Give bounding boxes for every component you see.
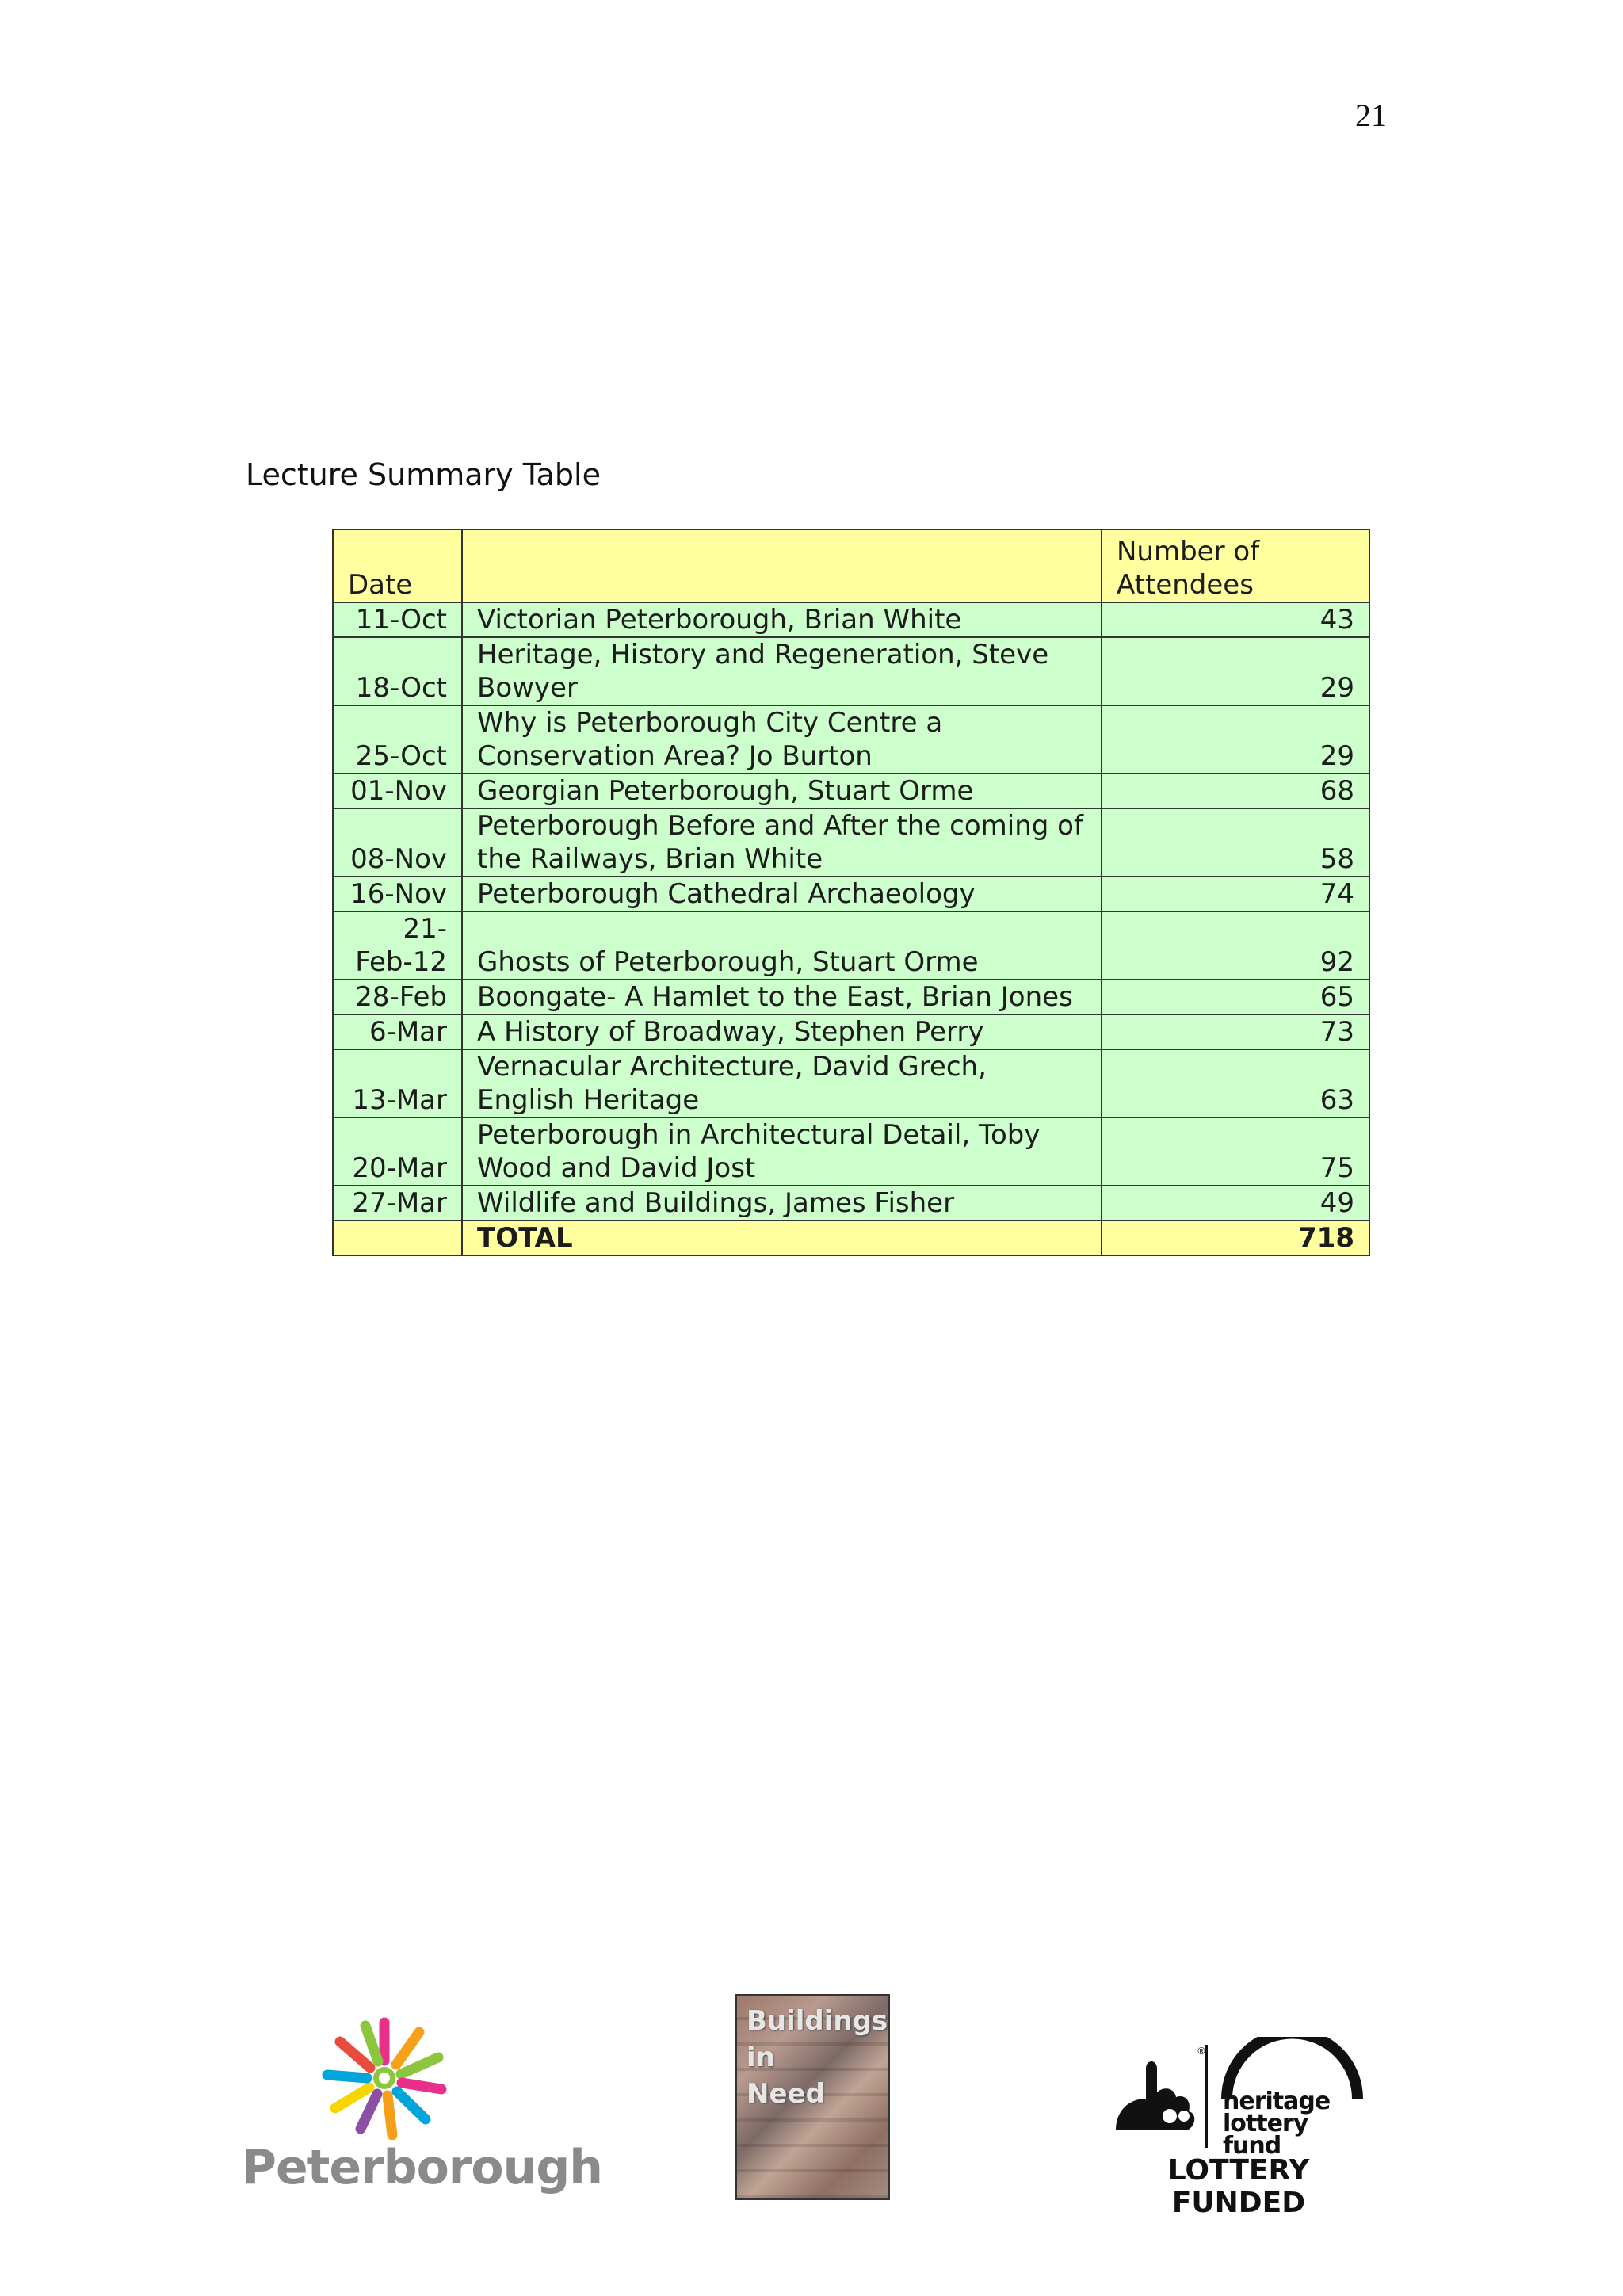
attendee-count: 63 (1102, 1049, 1369, 1117)
lecture-title: Ghosts of Peterborough, Stuart Orme (462, 911, 1102, 980)
table-row (333, 911, 1369, 980)
attendee-count: 74 (1102, 877, 1369, 911)
lecture-date: 25-Oct (333, 705, 462, 774)
table-row (333, 1014, 1369, 1049)
table-row (333, 602, 1369, 637)
attendee-count: 49 (1102, 1186, 1369, 1221)
table-row (333, 1117, 1369, 1186)
buildings-in-need-text (747, 2003, 889, 2112)
total-row (333, 1221, 1369, 1255)
lecture-title: Peterborough Before and After the coming of the Railways, Brian White (462, 808, 1102, 877)
lecture-title: Why is Peterborough City Centre a Conservation Area? Jo Burton (462, 705, 1102, 774)
attendee-count: 29 (1102, 637, 1369, 705)
buildings-in-need-logo (735, 1994, 890, 2200)
total-label: TOTAL (462, 1221, 1102, 1255)
table-header-row (333, 529, 1369, 602)
table-row (333, 774, 1369, 808)
attendee-count: 65 (1102, 980, 1369, 1014)
lecture-title: Georgian Peterborough, Stuart Orme (462, 774, 1102, 808)
lecture-date: 11-Oct (333, 602, 462, 637)
table-row (333, 1186, 1369, 1221)
table-row (333, 637, 1369, 705)
table-row (333, 980, 1369, 1014)
lecture-date: 28-Feb (333, 980, 462, 1014)
lecture-date: 18-Oct (333, 637, 462, 705)
header-date: Date (333, 529, 462, 602)
table-row (333, 1049, 1369, 1117)
lecture-date: 6-Mar (333, 1014, 462, 1049)
table-row (333, 877, 1369, 911)
section-title: Lecture Summary Table (246, 457, 601, 492)
lecture-title: A History of Broadway, Stephen Perry (462, 1014, 1102, 1049)
lecture-summary-table (332, 529, 1370, 1256)
lecture-title: Wildlife and Buildings, James Fisher (462, 1186, 1102, 1221)
header-attendees: Number of Attendees (1102, 529, 1369, 602)
lecture-date: 20-Mar (333, 1117, 462, 1186)
lecture-date: 21-Feb-12 (333, 911, 462, 980)
svg-text:®: ® (1197, 2046, 1206, 2057)
bin-line-1: Buildings (747, 2005, 888, 2037)
attendee-count: 58 (1102, 808, 1369, 877)
attendee-count: 75 (1102, 1117, 1369, 1186)
total-date-cell (333, 1221, 462, 1255)
attendee-count: 29 (1102, 705, 1369, 774)
lecture-date: 13-Mar (333, 1049, 462, 1117)
peterborough-sunburst-icon (242, 2013, 527, 2140)
hlf-wordmark (1223, 2088, 1369, 2160)
bin-line-3: Need (747, 2078, 825, 2110)
lecture-date: 01-Nov (333, 774, 462, 808)
heritage-lottery-fund-logo (1108, 2037, 1369, 2219)
lottery-funded-label: LOTTERY FUNDED (1167, 2154, 1310, 2219)
lecture-date: 27-Mar (333, 1186, 462, 1221)
header-lecture (462, 529, 1102, 602)
table-row (333, 808, 1369, 877)
peterborough-wordmark: Peterborough (242, 2140, 602, 2195)
hlf-line-1: heritage (1223, 2088, 1331, 2115)
peterborough-logo (242, 2013, 602, 2203)
lecture-date: 16-Nov (333, 877, 462, 911)
attendee-count: 73 (1102, 1014, 1369, 1049)
hlf-line-2: lottery fund (1223, 2110, 1308, 2160)
lecture-title: Victorian Peterborough, Brian White (462, 602, 1102, 637)
bin-line-2: in (747, 2042, 775, 2073)
lecture-title: Heritage, History and Regeneration, Steve Bowyer (462, 637, 1102, 705)
attendee-count: 92 (1102, 911, 1369, 980)
lecture-title: Vernacular Architecture, David Grech, English Heritage (462, 1049, 1102, 1117)
attendee-count: 68 (1102, 774, 1369, 808)
total-value: 718 (1102, 1221, 1369, 1255)
lecture-title: Peterborough in Architectural Detail, Toby Wood and David Jost (462, 1117, 1102, 1186)
lecture-title: Boongate- A Hamlet to the East, Brian Jones (462, 980, 1102, 1014)
page-number: 21 (1355, 97, 1387, 133)
attendee-count: 43 (1102, 602, 1369, 637)
lecture-title: Peterborough Cathedral Archaeology (462, 877, 1102, 911)
table-row (333, 705, 1369, 774)
lecture-date: 08-Nov (333, 808, 462, 877)
